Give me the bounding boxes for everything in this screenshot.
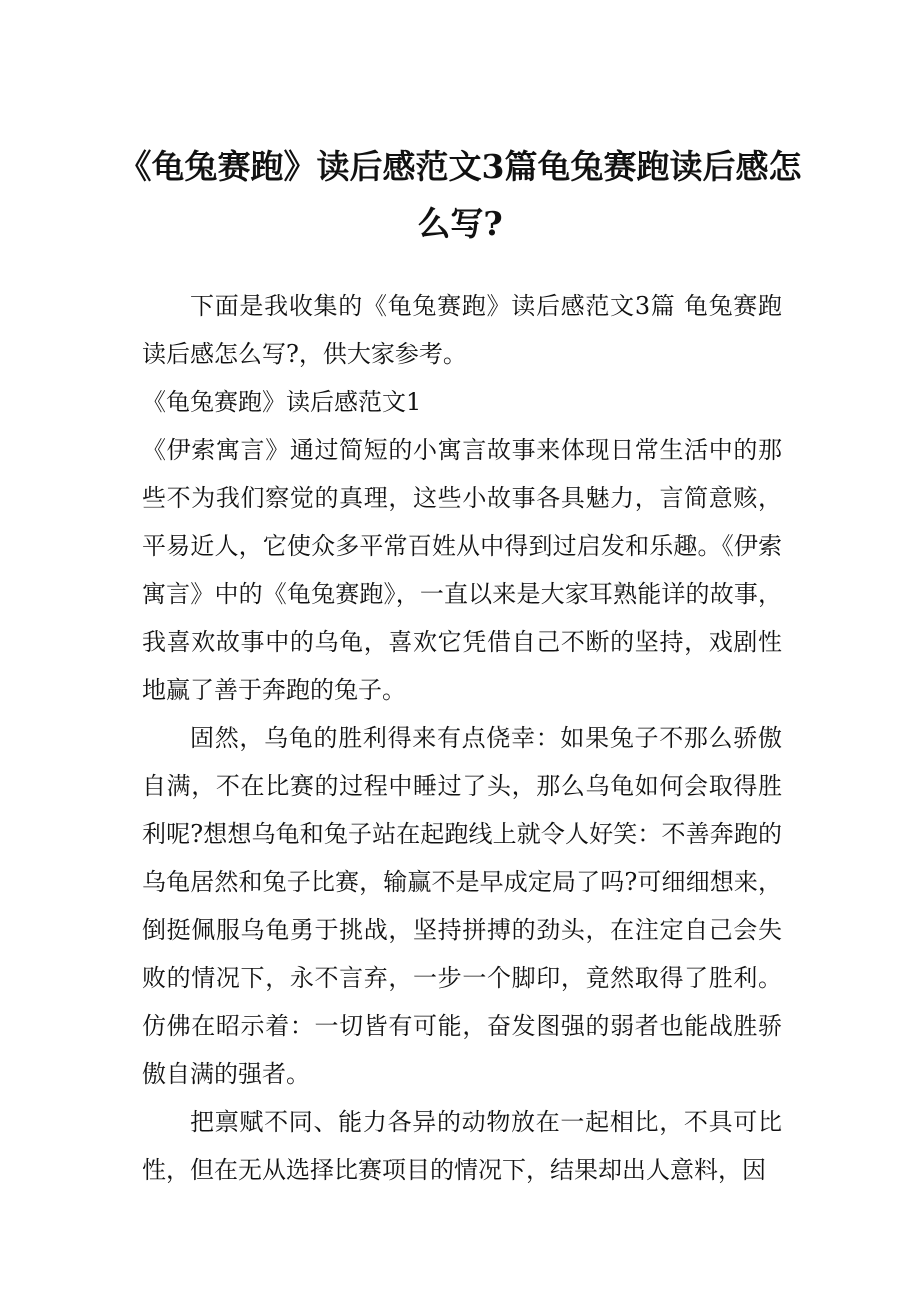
body-paragraph: 固然，乌龟的胜利得来有点侥幸：如果兔子不那么骄傲自满，不在比赛的过程中睡过了头，那么乌龟如何会取得胜利呢?想想乌龟和兔子站在起跑线上就令人好笑：不善奔跑的乌龟居然和兔子比赛，输赢不是早成定局了吗?可细细想来，倒挺佩服乌龟勇于挑战，坚持拼搏的劲头，在注定自己会失败的情况下，永不言弃，一步一个脚印，竟然取得了胜利。仿佛在昭示着：一切皆有可能，奋发图强的弱者也能战胜骄傲自满的强者。 [142, 724, 782, 1088]
intro-paragraph: 下面是我收集的《龟兔赛跑》读后感范文3篇 龟兔赛跑读后感怎么写?，供大家参考。 [142, 292, 782, 368]
body-paragraph: 《伊索寓言》通过简短的小寓言故事来体现日常生活中的那些不为我们察觉的真理，这些小故事各具魅力，言简意赅，平易近人，它使众多平常百姓从中得到过启发和乐趣。《伊索寓言》中的《龟兔赛跑》，一直以来是大家耳熟能详的故事，我喜欢故事中的乌龟，喜欢它凭借自己不断的坚持，戏剧性地赢了善于奔跑的兔子。 [142, 436, 782, 704]
body-paragraph: 把禀赋不同、能力各异的动物放在一起相比，不具可比性，但在无从选择比赛项目的情况下，结果却出人意料，因 [142, 1108, 782, 1184]
section-heading: 《龟兔赛跑》读后感范文1 [142, 388, 422, 416]
document-title: 《龟兔赛跑》读后感范文3篇龟兔赛跑读后感怎么写? [118, 147, 802, 243]
document-body [142, 282, 782, 1194]
